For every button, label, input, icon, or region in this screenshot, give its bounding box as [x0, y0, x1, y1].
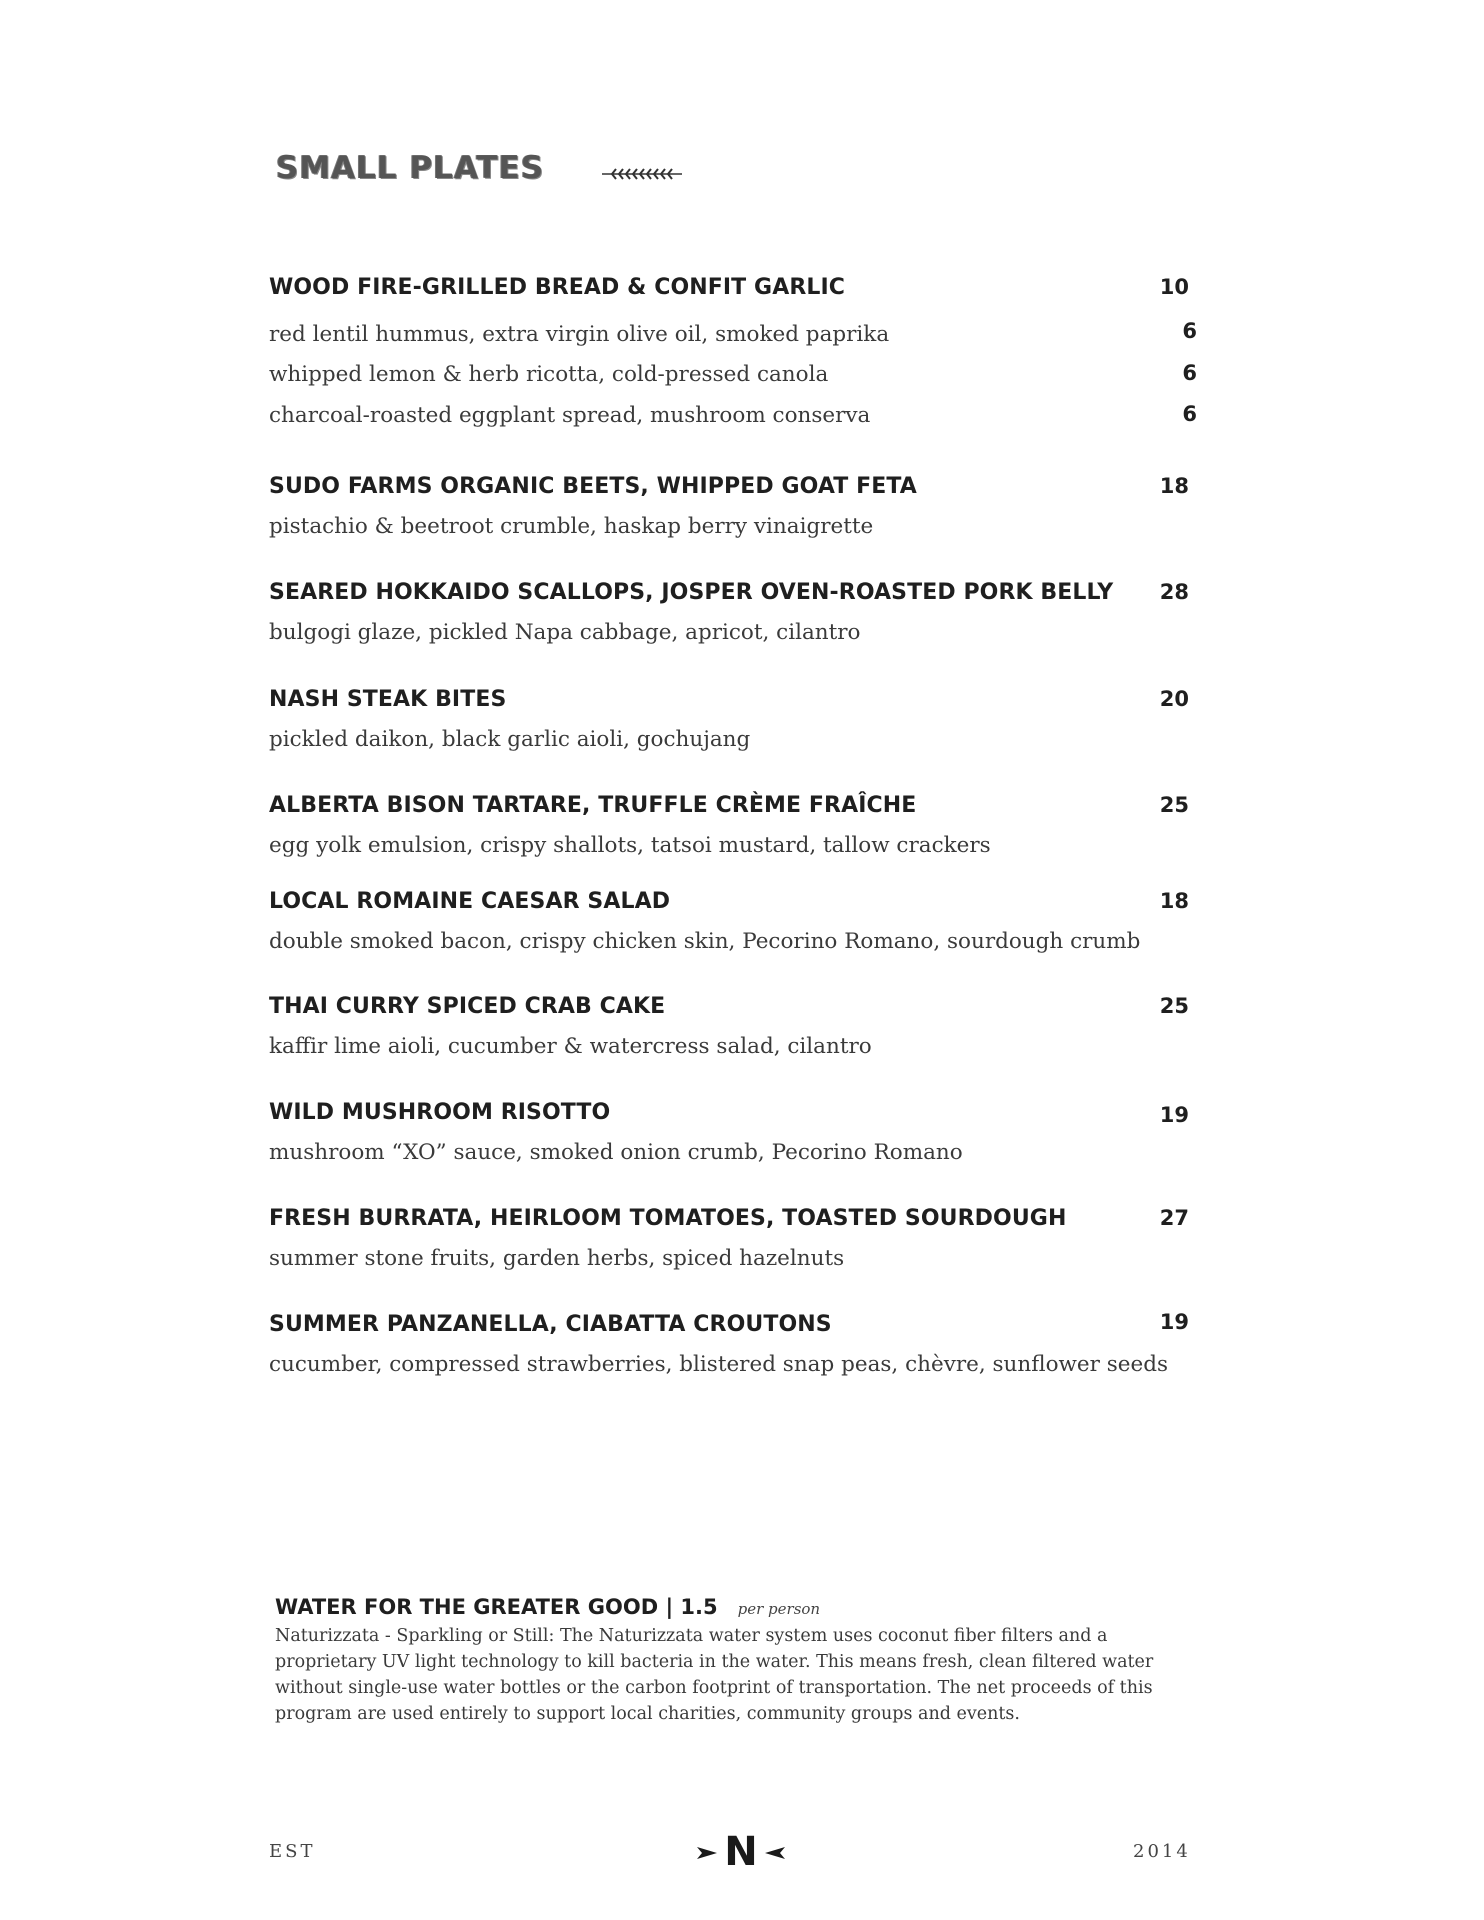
wheat-ornament-icon: [602, 166, 682, 182]
item-desc: bulgogi glaze, pickled Napa cabbage, apricot, cilantro: [269, 620, 861, 645]
item-price: 25: [1159, 994, 1189, 1018]
water-program: [275, 1595, 1195, 1727]
item-desc: mushroom “XO” sauce, smoked onion crumb, Pecorino Romano: [269, 1140, 963, 1165]
item-name: SUMMER PANZANELLA, CIABATTA CROUTONS: [269, 1312, 832, 1337]
option-price: 6: [1182, 402, 1197, 426]
item-desc: kaffir lime aioli, cucumber & watercress salad, cilantro: [269, 1034, 872, 1059]
item-name: SEARED HOKKAIDO SCALLOPS, JOSPER OVEN-ROASTED PORK BELLY: [269, 580, 1114, 605]
item-price: 28: [1159, 580, 1189, 604]
water-title: WATER FOR THE GREATER GOOD | 1.5: [275, 1595, 718, 1619]
item-name: WOOD FIRE-GRILLED BREAD & CONFIT GARLIC: [269, 275, 846, 300]
option-desc: whipped lemon & herb ricotta, cold-pressed canola: [269, 362, 829, 387]
item-name: ALBERTA BISON TARTARE, TRUFFLE CRÈME FRAÎCHE: [269, 793, 917, 818]
item-name: SUDO FARMS ORGANIC BEETS, WHIPPED GOAT FETA: [269, 474, 917, 499]
item-price: 10: [1159, 275, 1189, 299]
water-description: Naturizzata - Sparkling or Still: The Naturizzata water system uses coconut fiber filters and a proprietary UV light technology to kill bacteria in the water. This means fresh, clean filtered water without single-use water bottles or the carbon footprint of transportation. The net proceeds of this program are used entirely to support local charities, community groups and events.: [275, 1626, 1154, 1724]
item-name: LOCAL ROMAINE CAESAR SALAD: [269, 889, 671, 914]
item-name: THAI CURRY SPICED CRAB CAKE: [269, 994, 666, 1019]
item-name: FRESH BURRATA, HEIRLOOM TOMATOES, TOASTED SOURDOUGH: [269, 1206, 1067, 1231]
item-desc: summer stone fruits, garden herbs, spiced hazelnuts: [269, 1246, 845, 1271]
item-price: 18: [1159, 474, 1189, 498]
item-desc: pistachio & beetroot crumble, haskap berry vinaigrette: [269, 514, 874, 539]
item-desc: double smoked bacon, crispy chicken skin, Pecorino Romano, sourdough crumb: [269, 929, 1141, 954]
item-price: 19: [1159, 1103, 1189, 1127]
option-desc: red lentil hummus, extra virgin olive oil, smoked paprika: [269, 322, 890, 347]
option-price: 6: [1182, 319, 1197, 343]
footer-year: 2014: [1133, 1841, 1191, 1862]
item-name: WILD MUSHROOM RISOTTO: [269, 1100, 611, 1125]
item-price: 27: [1159, 1206, 1189, 1230]
item-desc: egg yolk emulsion, crispy shallots, tatsoi mustard, tallow crackers: [269, 833, 991, 858]
item-price: 18: [1159, 889, 1189, 913]
option-desc: charcoal-roasted eggplant spread, mushroom conserva: [269, 403, 871, 428]
item-price: 25: [1159, 793, 1189, 817]
item-price: 20: [1159, 687, 1189, 711]
item-price: 19: [1159, 1310, 1189, 1334]
item-desc: pickled daikon, black garlic aioli, gochujang: [269, 727, 751, 752]
item-desc: cucumber, compressed strawberries, blistered snap peas, chèvre, sunflower seeds: [269, 1352, 1169, 1377]
logo-letter: N: [724, 1829, 758, 1875]
water-unit: per person: [737, 1600, 821, 1618]
footer-est: EST: [269, 1841, 316, 1862]
logo: [695, 1829, 787, 1875]
option-price: 6: [1182, 361, 1197, 385]
item-name: NASH STEAK BITES: [269, 687, 507, 712]
section-title: SMALL PLATES: [276, 150, 545, 186]
